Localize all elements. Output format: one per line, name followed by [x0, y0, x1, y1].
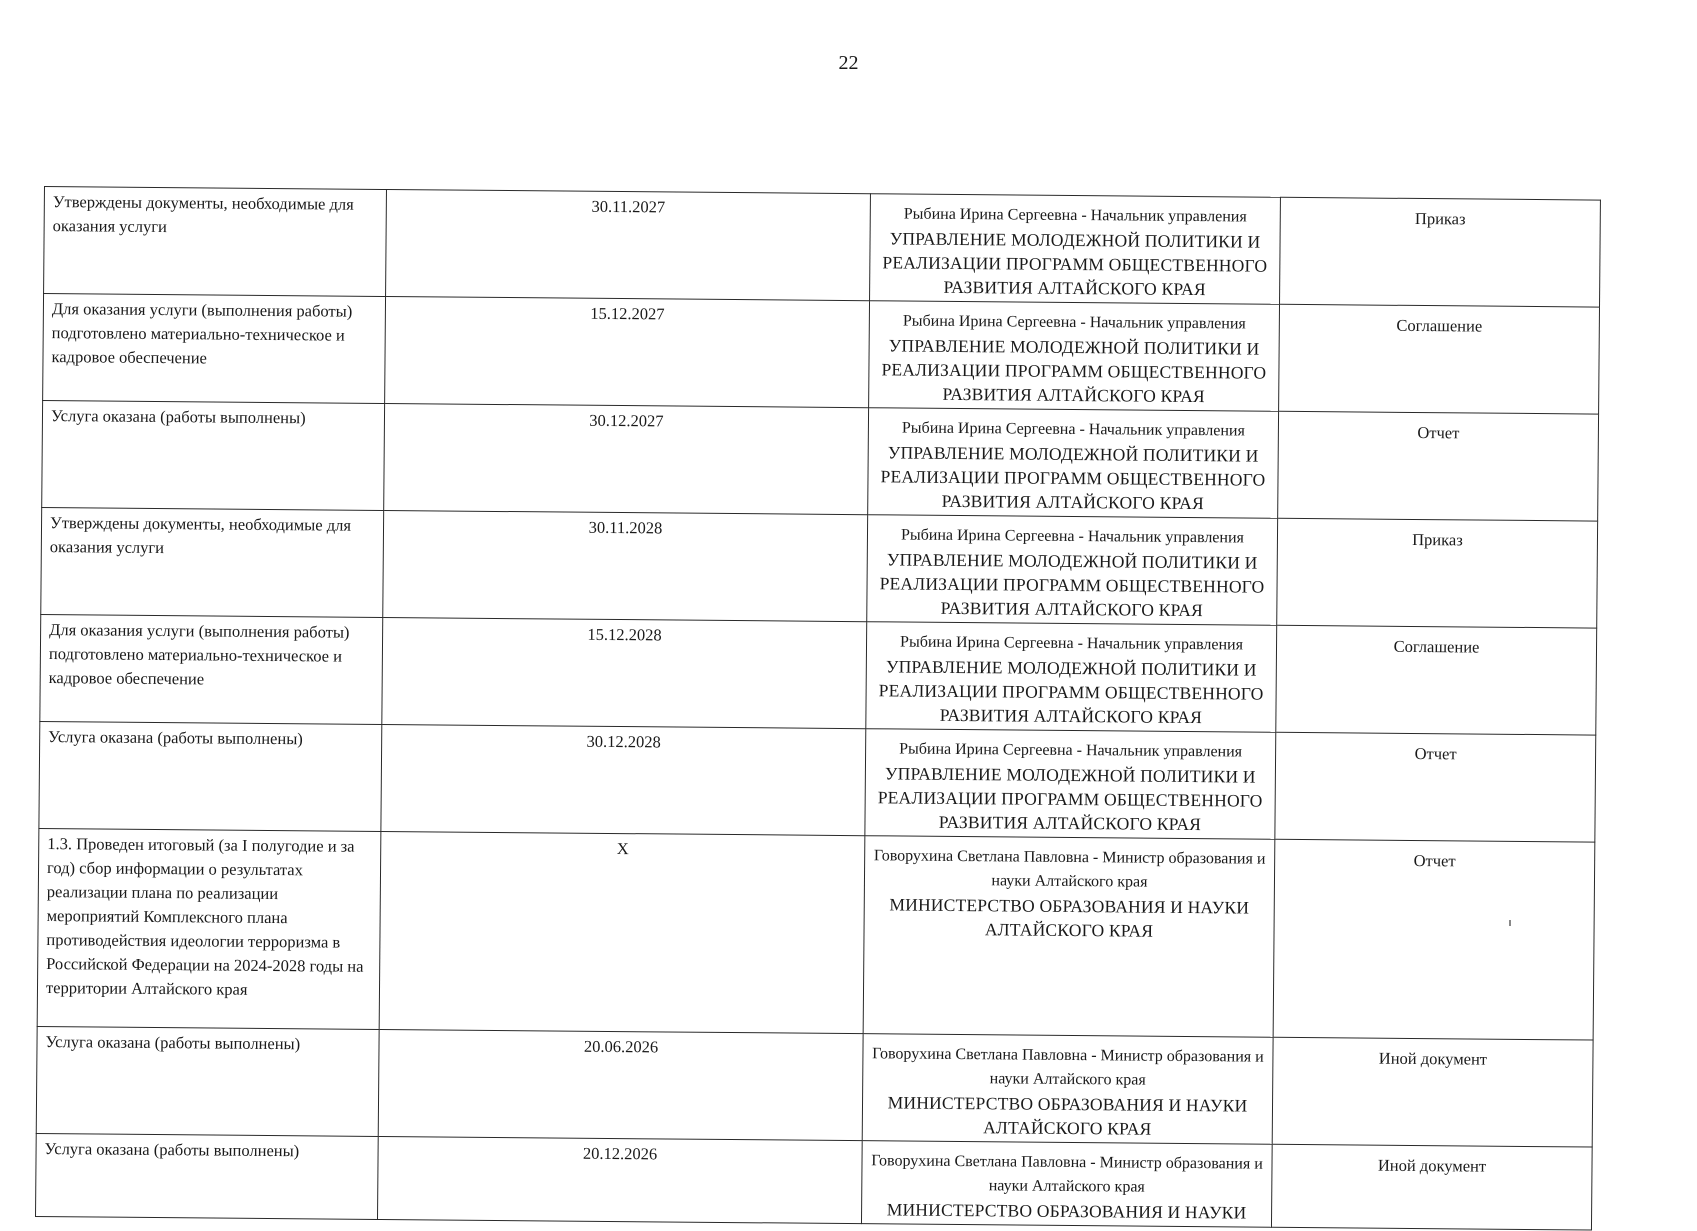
table-row — [44, 187, 1601, 308]
responsible-person: Говорухина Светлана Павловна - Министр образования и науки Алтайского края — [872, 1045, 1264, 1089]
scan-speck — [1509, 920, 1511, 926]
page-number: 22 — [838, 52, 859, 74]
responsible-organization: УПРАВЛЕНИЕ МОЛОДЕЖНОЙ ПОЛИТИКИ И РЕАЛИЗАЦИИ ПРОГРАММ ОБЩЕСТВЕННОГО РАЗВИТИЯ АЛТАЙСКОГО КРАЯ — [880, 442, 1266, 514]
event-name-cell: Услуга оказана (работы выполнены) — [42, 400, 385, 510]
document-type-cell: Иной документ — [1272, 1037, 1593, 1147]
responsible-person: Рыбина Ирина Сергеевна - Начальник управления — [901, 419, 1245, 440]
responsible-person: Говорухина Светлана Павловна - Министр образования и науки Алтайского края — [871, 1152, 1263, 1196]
deadline-cell: 20.12.2026 — [377, 1136, 862, 1223]
event-name-cell: 1.3. Проведен итоговый (за I полугодие и за год) сбор информации о результатах реализации плана по реализации мероприятий Комплексного плана противодействия идеологии терроризма в Российской Федерации на 2024-2028 годы на территории Алтайского края — [37, 828, 381, 1029]
responsible-organization: МИНИСТЕРСТВО ОБРАЗОВАНИЯ И НАУКИ АЛТАЙСКОГО КРАЯ — [887, 1092, 1248, 1139]
table-row — [39, 721, 1596, 842]
responsible-organization: МИНИСТЕРСТВО ОБРАЗОВАНИЯ И НАУКИ — [886, 1199, 1247, 1223]
responsible-cell — [867, 515, 1278, 626]
responsible-person: Рыбина Ирина Сергеевна - Начальник управления — [899, 740, 1243, 761]
document-type-cell: Приказ — [1277, 518, 1598, 628]
responsible-organization: УПРАВЛЕНИЕ МОЛОДЕЖНОЙ ПОЛИТИКИ И РЕАЛИЗАЦИИ ПРОГРАММ ОБЩЕСТВЕННОГО РАЗВИТИЯ АЛТАЙСКОГО КРАЯ — [881, 335, 1267, 407]
deadline-cell: 30.12.2027 — [384, 403, 869, 514]
deadline-cell: 15.12.2028 — [382, 617, 867, 728]
document-type-cell: Отчет — [1273, 839, 1595, 1040]
table-row — [37, 828, 1595, 1040]
responsible-cell — [863, 836, 1275, 1038]
table-row — [36, 1133, 1593, 1230]
responsible-person: Рыбина Ирина Сергеевна - Начальник управления — [900, 633, 1244, 654]
table-row — [40, 614, 1597, 735]
responsible-cell — [869, 301, 1280, 412]
responsible-organization: УПРАВЛЕНИЕ МОЛОДЕЖНОЙ ПОЛИТИКИ И РЕАЛИЗАЦИИ ПРОГРАММ ОБЩЕСТВЕННОГО РАЗВИТИЯ АЛТАЙСКОГО КРАЯ — [882, 228, 1268, 300]
deadline-cell: 30.11.2028 — [383, 510, 868, 621]
deadline-cell: 20.06.2026 — [378, 1029, 863, 1140]
responsible-organization: УПРАВЛЕНИЕ МОЛОДЕЖНОЙ ПОЛИТИКИ И РЕАЛИЗАЦИИ ПРОГРАММ ОБЩЕСТВЕННОГО РАЗВИТИЯ АЛТАЙСКОГО КРАЯ — [877, 763, 1263, 835]
responsible-organization: МИНИСТЕРСТВО ОБРАЗОВАНИЯ И НАУКИ АЛТАЙСКОГО КРАЯ — [889, 894, 1250, 941]
plan-table — [35, 186, 1601, 1231]
table-row — [41, 507, 1598, 628]
responsible-person: Говорухина Светлана Павловна - Министр образования и науки Алтайского края — [873, 847, 1266, 891]
table-row — [42, 400, 1599, 521]
document-type-cell: Отчет — [1275, 732, 1596, 842]
table-row — [43, 294, 1600, 415]
event-name-cell: Утверждены документы, необходимые для оказания услуги — [41, 507, 384, 617]
document-type-cell: Приказ — [1280, 197, 1601, 307]
responsible-cell — [866, 622, 1277, 733]
event-name-cell: Услуга оказана (работы выполнены) — [39, 721, 382, 831]
responsible-cell — [865, 729, 1276, 840]
responsible-cell — [870, 194, 1281, 305]
responsible-person: Рыбина Ирина Сергеевна - Начальник управления — [903, 205, 1247, 226]
deadline-cell: 30.11.2027 — [386, 189, 871, 300]
plan-table-container — [35, 186, 1600, 1231]
deadline-cell: Х — [379, 831, 865, 1033]
event-name-cell: Услуга оказана (работы выполнены) — [36, 1133, 379, 1219]
responsible-cell — [862, 1034, 1273, 1145]
responsible-person: Рыбина Ирина Сергеевна - Начальник управления — [902, 312, 1246, 333]
responsible-cell — [868, 408, 1279, 519]
responsible-cell — [861, 1141, 1272, 1228]
event-name-cell: Для оказания услуги (выполнения работы) подготовлено материально-техническое и кадровое обеспечение — [40, 614, 383, 724]
document-type-cell: Соглашение — [1279, 304, 1600, 414]
document-type-cell: Отчет — [1278, 411, 1599, 521]
event-name-cell: Утверждены документы, необходимые для оказания услуги — [44, 187, 387, 297]
deadline-cell: 15.12.2027 — [385, 296, 870, 407]
responsible-person: Рыбина Ирина Сергеевна - Начальник управления — [900, 526, 1245, 547]
responsible-organization: УПРАВЛЕНИЕ МОЛОДЕЖНОЙ ПОЛИТИКИ И РЕАЛИЗАЦИИ ПРОГРАММ ОБЩЕСТВЕННОГО РАЗВИТИЯ АЛТАЙСКОГО КРАЯ — [879, 549, 1265, 621]
table-row — [36, 1026, 1593, 1147]
document-type-cell: Соглашение — [1276, 625, 1597, 735]
event-name-cell: Услуга оказана (работы выполнены) — [36, 1026, 379, 1136]
deadline-cell: 30.12.2028 — [381, 724, 866, 835]
event-name-cell: Для оказания услуги (выполнения работы) подготовлено материально-техническое и кадровое обеспечение — [43, 294, 386, 404]
document-type-cell: Иной документ — [1271, 1144, 1592, 1230]
responsible-organization: УПРАВЛЕНИЕ МОЛОДЕЖНОЙ ПОЛИТИКИ И РЕАЛИЗАЦИИ ПРОГРАММ ОБЩЕСТВЕННОГО РАЗВИТИЯ АЛТАЙСКОГО КРАЯ — [878, 656, 1264, 728]
